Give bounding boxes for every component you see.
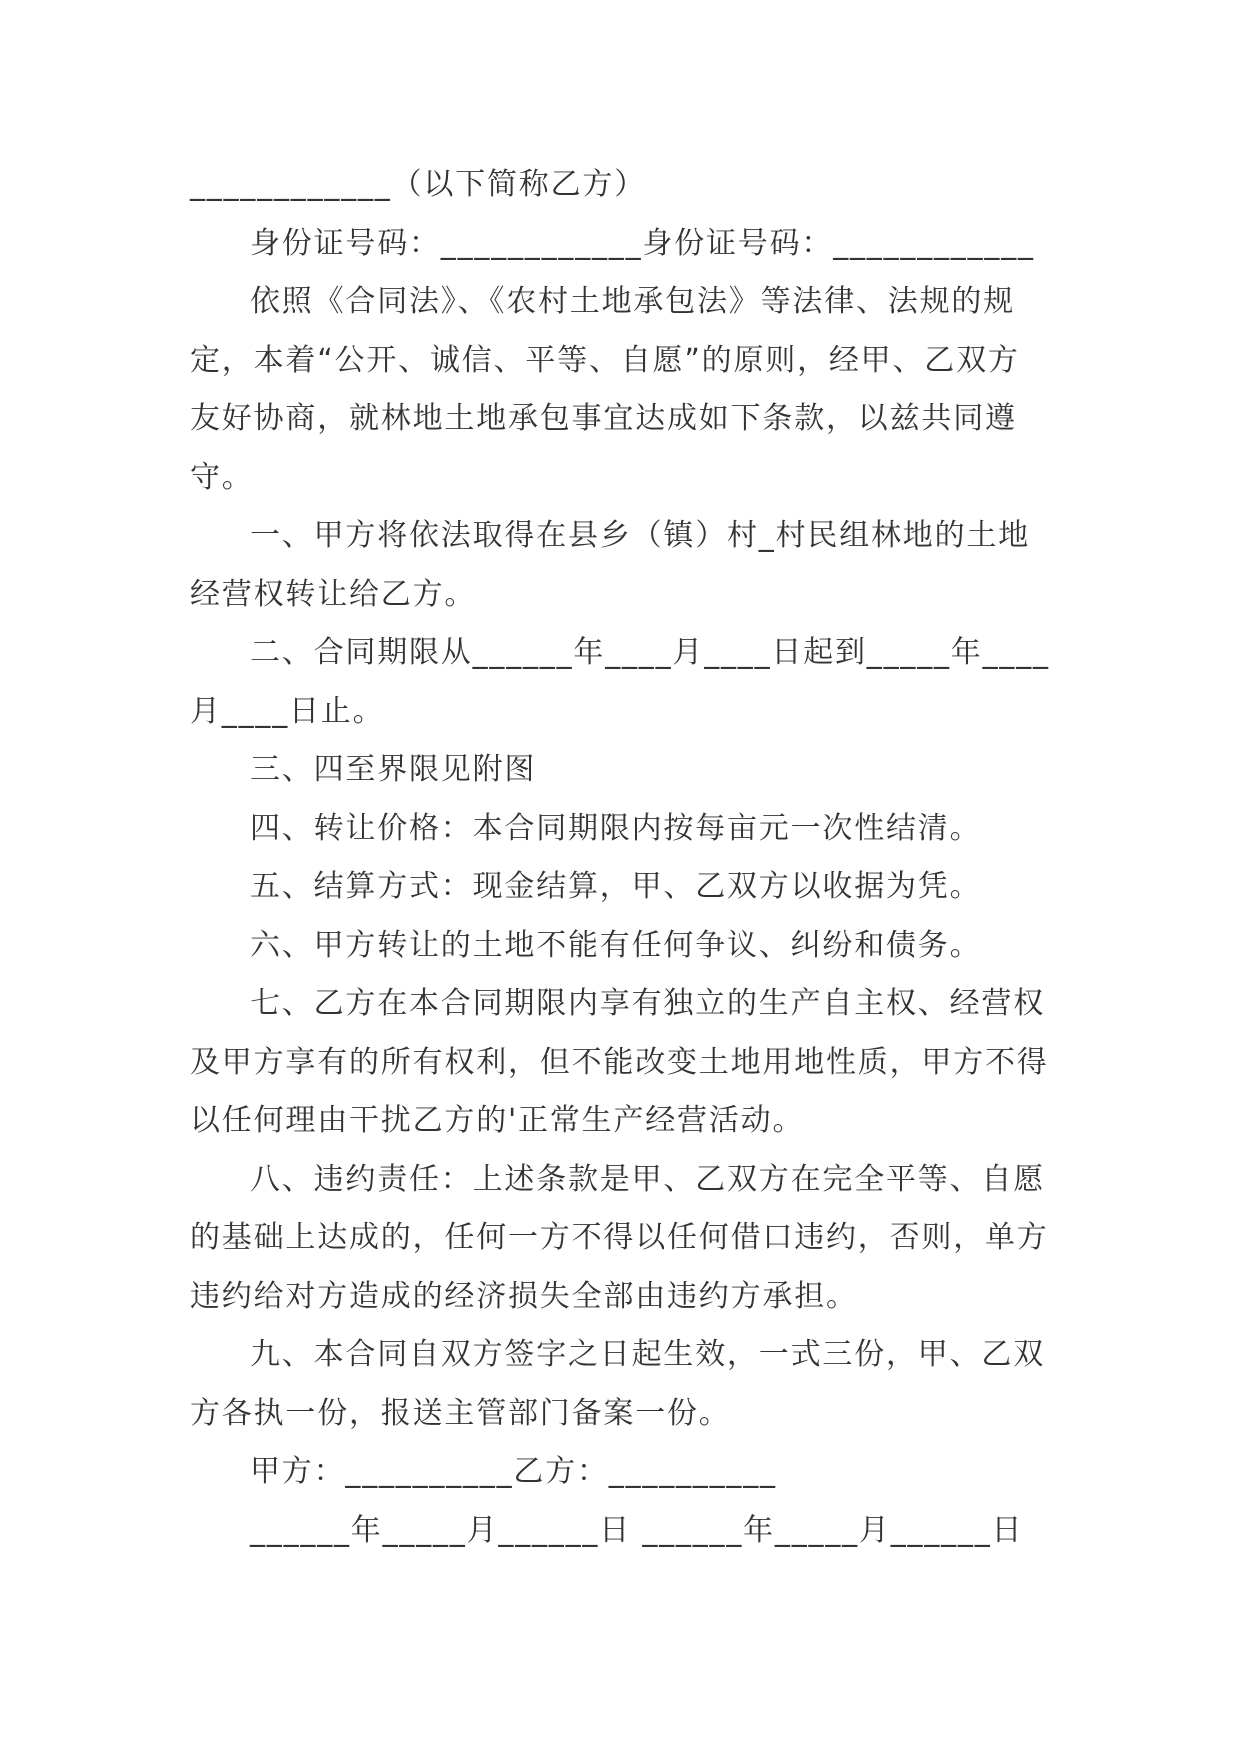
clause-9: 九、本合同自双方签字之日起生效，一式三份，甲、乙双方各执一份，报送主管部门备案一份。 [190, 1337, 1045, 1431]
preamble-paragraph: 依照《合同法》、《农村土地承包法》等法律、法规的规定，本着“公开、诚信、平等、自愿”的原则，经甲、乙双方友好协商，就林地土地承包事宜达成如下条款，以兹共同遵守。 [190, 284, 1020, 495]
clause-5: 五、结算方式：现金结算，甲、乙双方以收据为凭。 [250, 869, 982, 904]
clause-2: 二、合同期限从______年____月____日起到_____年____月____日止。 [190, 635, 1050, 729]
signature-date-line: ______年_____月______日 ______年_____月______日 [250, 1512, 1024, 1548]
clause-7: 七、乙方在本合同期限内享有独立的生产自主权、经营权及甲方享有的所有权利，但不能改变土地用地性质，甲方不得以任何理由干扰乙方的'正常生产经营活动。 [190, 986, 1049, 1138]
clause-6: 六、甲方转让的土地不能有任何争议、纠纷和债务。 [250, 927, 982, 963]
clause-1: 一、甲方将依法取得在县乡（镇）村_村民组林地的土地经营权转让给乙方。 [190, 518, 1030, 612]
clause-4: 四、转让价格：本合同期限内按每亩元一次性结清。 [250, 810, 982, 846]
clause-8: 八、违约责任：上述条款是甲、乙双方在完全平等、自愿的基础上达成的，任何一方不得以任何借口违约，否则，单方违约给对方造成的经济损失全部由违约方承担。 [190, 1161, 1049, 1314]
document-page [190, 156, 1050, 1560]
clause-3: 三、四至界限见附图 [250, 752, 537, 787]
party-b-line: ____________（以下简称乙方） [190, 167, 646, 202]
id-numbers-line: 身份证号码：____________身份证号码：____________ [250, 225, 1035, 261]
signature-line: 甲方：__________乙方：__________ [250, 1454, 777, 1489]
